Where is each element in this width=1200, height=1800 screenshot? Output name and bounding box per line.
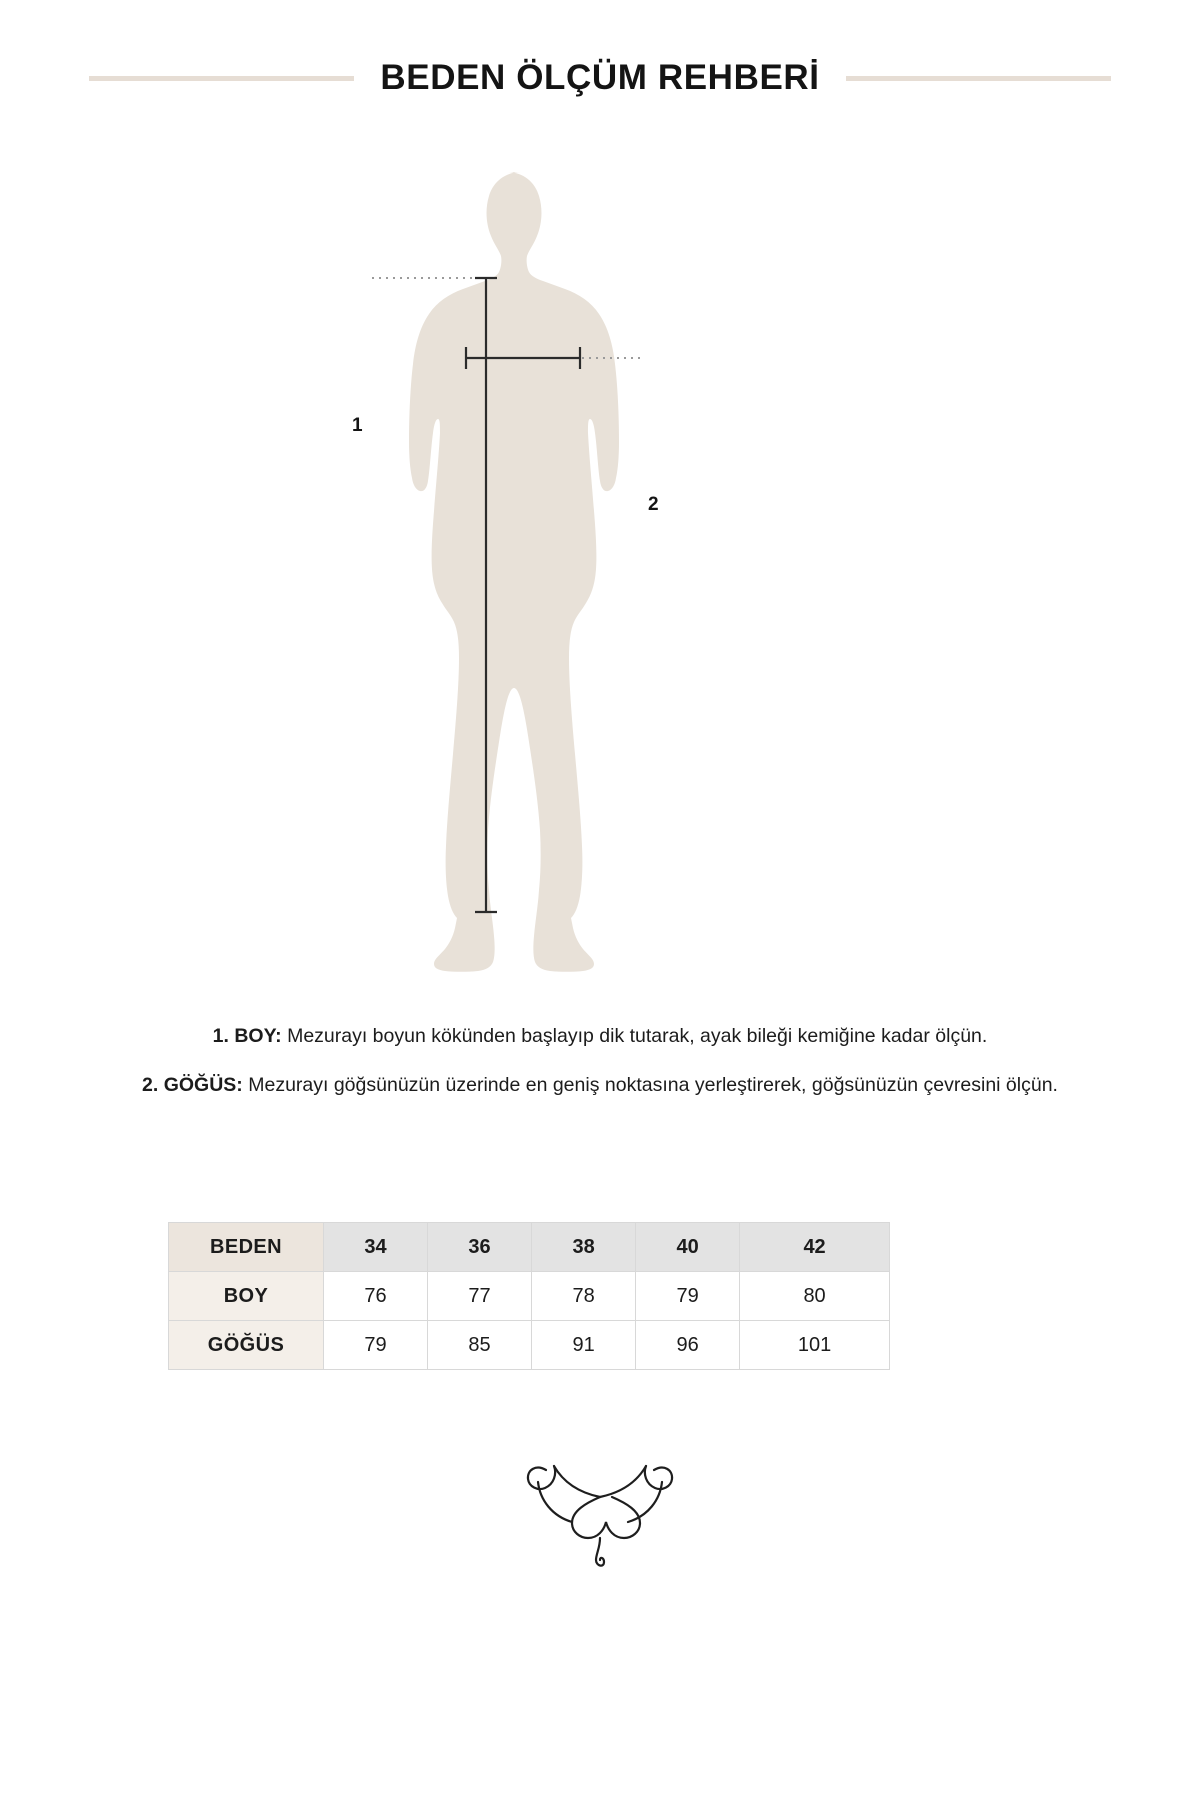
cell-boy-1: 76: [324, 1272, 428, 1321]
cell-beden-2: 36: [428, 1223, 532, 1272]
cell-beden-1: 34: [324, 1223, 428, 1272]
instructions-block: [100, 1022, 1100, 1100]
page-header: [0, 52, 1200, 104]
cell-gogus-2: 85: [428, 1321, 532, 1370]
page-title: BEDEN ÖLÇÜM REHBERİ: [380, 58, 820, 97]
cell-gogus-1: 79: [324, 1321, 428, 1370]
cell-boy-2: 77: [428, 1272, 532, 1321]
instruction-2-text: Mezurayı göğsünüzün üzerinde en geniş noktasına yerleştirerek, göğsünüzün çevresini ölçün.: [242, 1074, 1058, 1096]
cell-boy-5: 80: [740, 1272, 890, 1321]
instruction-line-1: [100, 1022, 1100, 1051]
table-row: [169, 1272, 890, 1321]
cell-beden-4: 40: [636, 1223, 740, 1272]
row-header-boy: BOY: [169, 1272, 324, 1321]
table-row: [169, 1321, 890, 1370]
row-header-beden: BEDEN: [169, 1223, 324, 1272]
callout-label-2: 2: [648, 494, 659, 515]
cell-gogus-3: 91: [532, 1321, 636, 1370]
instruction-1-label: 1. BOY:: [212, 1025, 282, 1047]
measurement-figure: [0, 150, 1200, 990]
chest-measure-line-icon: [0, 150, 1200, 990]
table-row: [169, 1223, 890, 1272]
cell-gogus-5: 101: [740, 1321, 890, 1370]
decorative-flourish-icon: [520, 1448, 680, 1578]
size-chart-table: [168, 1222, 890, 1370]
cell-beden-5: 42: [740, 1223, 890, 1272]
instruction-2-label: 2. GÖĞÜS:: [142, 1074, 243, 1096]
cell-boy-4: 79: [636, 1272, 740, 1321]
instruction-1-text: Mezurayı boyun kökünden başlayıp dik tutarak, ayak bileği kemiğine kadar ölçün.: [281, 1025, 988, 1047]
cell-gogus-4: 96: [636, 1321, 740, 1370]
cell-boy-3: 78: [532, 1272, 636, 1321]
instruction-line-2: [100, 1071, 1100, 1100]
callout-label-1: 1: [352, 415, 363, 436]
cell-beden-3: 38: [532, 1223, 636, 1272]
header-rule-right: [846, 76, 1111, 81]
row-header-gogus: GÖĞÜS: [169, 1321, 324, 1370]
header-rule-left: [89, 76, 354, 81]
